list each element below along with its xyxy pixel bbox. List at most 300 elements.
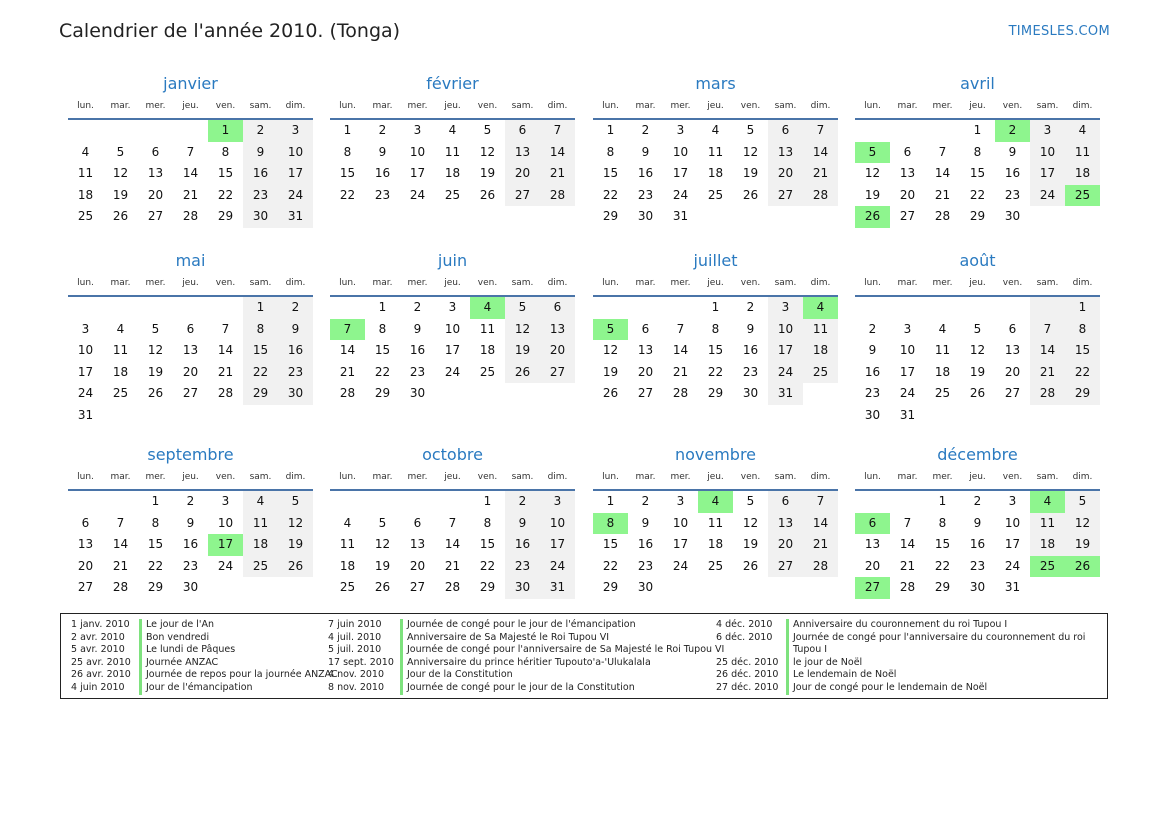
day-cell: 5 <box>855 142 890 164</box>
legend-entry <box>71 619 338 632</box>
legend-column <box>716 619 1085 695</box>
day-cell: 25 <box>479 364 496 379</box>
legend-entry <box>71 632 338 645</box>
day-cell: 16 <box>278 340 313 362</box>
day-cell: 17 <box>444 343 461 358</box>
day-cell: 25 <box>803 362 838 384</box>
day-cell: 24 <box>672 558 689 573</box>
weekday-label: mer. <box>145 278 166 288</box>
site-link[interactable]: TIMESLES.COM <box>1008 24 1110 39</box>
weekday-header <box>593 273 838 297</box>
day-cell: 27 <box>768 185 803 207</box>
empty-cell <box>68 297 103 319</box>
day-cell: 9 <box>505 513 540 535</box>
day-cell: 18 <box>479 343 496 358</box>
day-cell: 4 <box>343 515 352 530</box>
weekday-header <box>330 273 575 297</box>
day-cell: 30 <box>505 577 540 599</box>
day-cell: 30 <box>969 580 986 595</box>
day-cell: 24 <box>540 556 575 578</box>
day-cell: 9 <box>1008 144 1017 159</box>
weekday-label: mar. <box>372 278 393 288</box>
day-cell: 26 <box>742 558 759 573</box>
legend-entry <box>328 619 724 632</box>
day-grid <box>593 297 838 405</box>
month-name: septembre <box>147 445 234 464</box>
day-cell: 26 <box>855 206 890 228</box>
weekday-label: jeu. <box>182 101 199 111</box>
day-cell: 9 <box>378 144 387 159</box>
weekday-label: ven. <box>215 472 236 482</box>
day-cell: 9 <box>973 515 982 530</box>
day-cell: 10 <box>1030 142 1065 164</box>
day-cell: 31 <box>899 407 916 422</box>
weekday-label: mar. <box>372 101 393 111</box>
weekday-label: sam. <box>774 278 797 288</box>
day-cell: 20 <box>505 163 540 185</box>
day-cell: 12 <box>1065 513 1100 535</box>
weekday-label: ven. <box>740 278 761 288</box>
legend-date: 7 juin 2010 <box>328 619 382 630</box>
day-cell: 1 <box>973 123 982 137</box>
weekday-label: jeu. <box>707 472 724 482</box>
day-cell: 22 <box>707 364 724 379</box>
day-cell: 8 <box>378 321 387 336</box>
weekday-label: mer. <box>932 278 953 288</box>
day-cell: 17 <box>1004 537 1021 552</box>
weekday-label: lun. <box>864 101 881 111</box>
day-cell: 18 <box>1065 163 1100 185</box>
day-cell: 21 <box>112 558 129 573</box>
day-cell: 26 <box>1065 556 1100 578</box>
day-cell: 8 <box>243 319 278 341</box>
day-cell: 7 <box>1030 319 1065 341</box>
weekday-label: mer. <box>670 472 691 482</box>
weekday-label: dim. <box>810 101 831 111</box>
day-cell: 23 <box>278 362 313 384</box>
day-cell: 26 <box>147 386 164 401</box>
empty-cell <box>208 297 243 319</box>
month-name: mai <box>175 251 206 270</box>
empty-cell <box>1030 297 1065 319</box>
day-cell: 2 <box>641 494 650 508</box>
month-3 <box>855 72 1100 228</box>
day-cell: 2 <box>505 491 540 513</box>
day-cell: 22 <box>479 558 496 573</box>
day-cell: 5 <box>483 123 492 137</box>
day-cell: 16 <box>969 537 986 552</box>
day-cell: 8 <box>973 144 982 159</box>
weekday-header <box>68 96 313 120</box>
day-cell: 28 <box>899 580 916 595</box>
day-cell: 1 <box>1065 297 1100 319</box>
day-cell: 10 <box>1004 515 1021 530</box>
day-cell: 12 <box>505 319 540 341</box>
day-cell: 27 <box>855 577 890 599</box>
day-cell: 3 <box>676 494 685 508</box>
weekday-label: mar. <box>635 101 656 111</box>
day-cell: 2 <box>995 120 1030 142</box>
month-6 <box>593 249 838 405</box>
weekday-label: lun. <box>864 472 881 482</box>
day-cell: 18 <box>112 364 129 379</box>
day-cell: 13 <box>899 166 916 181</box>
day-cell: 7 <box>540 120 575 142</box>
day-cell: 12 <box>479 144 496 159</box>
day-cell: 8 <box>483 515 492 530</box>
day-cell: 19 <box>742 537 759 552</box>
empty-cell <box>365 491 400 513</box>
day-cell: 5 <box>505 297 540 319</box>
day-cell: 22 <box>602 187 619 202</box>
day-cell: 1 <box>343 123 352 137</box>
day-cell: 7 <box>803 491 838 513</box>
weekday-header <box>855 96 1100 120</box>
day-cell: 25 <box>444 187 461 202</box>
day-grid <box>68 491 313 599</box>
day-cell: 10 <box>672 515 689 530</box>
weekday-label: sam. <box>249 101 272 111</box>
day-cell: 10 <box>540 513 575 535</box>
legend-date: 4 nov. 2010 <box>328 669 384 681</box>
day-cell: 14 <box>672 343 689 358</box>
day-cell: 2 <box>868 321 877 336</box>
month-4 <box>68 249 313 427</box>
weekday-label: sam. <box>511 472 534 482</box>
legend-date <box>716 644 786 657</box>
month-11 <box>855 443 1100 599</box>
day-cell: 3 <box>768 297 803 319</box>
legend-text: Anniversaire du couronnement du roi Tupou I <box>786 619 1007 632</box>
day-cell: 1 <box>208 120 243 142</box>
day-cell: 27 <box>1004 386 1021 401</box>
day-cell: 4 <box>448 123 457 137</box>
day-cell: 25 <box>1065 185 1100 207</box>
month-5 <box>330 249 575 405</box>
legend-entry <box>71 657 338 670</box>
legend-entry <box>716 682 1085 695</box>
day-cell: 21 <box>540 163 575 185</box>
day-cell: 17 <box>540 534 575 556</box>
day-cell: 21 <box>217 364 234 379</box>
day-cell: 3 <box>221 494 230 508</box>
day-cell: 17 <box>77 364 94 379</box>
day-cell: 12 <box>374 537 391 552</box>
day-cell: 28 <box>112 580 129 595</box>
day-cell: 6 <box>768 491 803 513</box>
day-cell: 19 <box>864 187 881 202</box>
day-cell: 18 <box>339 558 356 573</box>
legend-text: Tupou I <box>786 644 827 657</box>
empty-cell <box>628 297 663 319</box>
day-cell: 3 <box>1030 120 1065 142</box>
weekday-header <box>68 467 313 491</box>
empty-cell <box>138 120 173 142</box>
day-cell: 14 <box>934 166 951 181</box>
day-grid <box>330 297 575 405</box>
day-cell: 29 <box>934 580 951 595</box>
empty-cell <box>925 297 960 319</box>
day-cell: 2 <box>641 123 650 137</box>
weekday-label: dim. <box>810 278 831 288</box>
day-cell: 25 <box>77 209 94 224</box>
legend-column <box>328 619 724 695</box>
weekday-label: ven. <box>1002 278 1023 288</box>
weekday-label: sam. <box>249 472 272 482</box>
day-cell: 13 <box>505 142 540 164</box>
day-cell: 9 <box>641 144 650 159</box>
day-cell: 31 <box>672 209 689 224</box>
weekday-label: ven. <box>477 472 498 482</box>
day-cell: 2 <box>378 123 387 137</box>
legend-entry <box>71 644 338 657</box>
day-cell: 31 <box>768 383 803 405</box>
day-cell: 17 <box>899 364 916 379</box>
day-cell: 24 <box>444 364 461 379</box>
day-cell: 20 <box>637 364 654 379</box>
day-cell: 27 <box>182 386 199 401</box>
day-cell: 10 <box>444 321 461 336</box>
weekday-label: mar. <box>110 101 131 111</box>
month-name: mars <box>695 74 736 93</box>
weekday-label: mar. <box>372 472 393 482</box>
day-cell: 9 <box>641 515 650 530</box>
day-cell: 6 <box>413 515 422 530</box>
weekday-label: jeu. <box>969 472 986 482</box>
day-cell: 26 <box>112 209 129 224</box>
legend-column <box>71 619 338 695</box>
weekday-label: ven. <box>740 472 761 482</box>
day-grid <box>330 491 575 599</box>
day-cell: 13 <box>182 343 199 358</box>
day-cell: 14 <box>217 343 234 358</box>
month-name: février <box>426 74 479 93</box>
weekday-header <box>68 273 313 297</box>
day-cell: 15 <box>147 537 164 552</box>
empty-cell <box>103 297 138 319</box>
month-10 <box>593 443 838 599</box>
legend-date: 8 nov. 2010 <box>328 681 384 693</box>
day-cell: 28 <box>672 386 689 401</box>
weekday-label: mer. <box>407 472 428 482</box>
weekday-label: lun. <box>602 101 619 111</box>
day-cell: 19 <box>278 534 313 556</box>
day-cell: 21 <box>803 534 838 556</box>
day-cell: 3 <box>1008 494 1017 508</box>
day-cell: 11 <box>1030 513 1065 535</box>
day-cell: 21 <box>444 558 461 573</box>
day-cell: 15 <box>707 343 724 358</box>
day-cell: 10 <box>899 343 916 358</box>
day-cell: 27 <box>768 556 803 578</box>
day-cell: 2 <box>243 120 278 142</box>
legend-date: 4 juil. 2010 <box>328 631 382 643</box>
legend-date: 26 avr. 2010 <box>71 669 131 681</box>
day-cell: 29 <box>243 383 278 405</box>
day-cell: 14 <box>182 166 199 181</box>
day-cell: 7 <box>448 515 457 530</box>
day-cell: 15 <box>602 537 619 552</box>
day-cell: 14 <box>112 537 129 552</box>
weekday-label: mar. <box>897 101 918 111</box>
weekday-label: lun. <box>339 101 356 111</box>
weekday-label: mer. <box>932 101 953 111</box>
day-cell: 28 <box>182 209 199 224</box>
month-0 <box>68 72 313 228</box>
weekday-label: ven. <box>477 278 498 288</box>
day-cell: 20 <box>899 187 916 202</box>
weekday-label: sam. <box>1036 278 1059 288</box>
day-cell: 28 <box>540 185 575 207</box>
day-cell: 14 <box>1030 340 1065 362</box>
day-cell: 3 <box>413 123 422 137</box>
weekday-label: ven. <box>215 101 236 111</box>
day-cell: 23 <box>374 187 391 202</box>
weekday-label: mer. <box>670 101 691 111</box>
day-cell: 15 <box>934 537 951 552</box>
weekday-label: dim. <box>1072 101 1093 111</box>
day-cell: 4 <box>711 123 720 137</box>
day-cell: 27 <box>77 580 94 595</box>
day-cell: 22 <box>1065 362 1100 384</box>
day-cell: 7 <box>903 515 912 530</box>
day-cell: 25 <box>934 386 951 401</box>
legend-entry <box>71 669 338 682</box>
day-grid <box>593 120 838 228</box>
day-cell: 12 <box>742 144 759 159</box>
day-cell: 15 <box>374 343 391 358</box>
day-cell: 20 <box>768 163 803 185</box>
empty-cell <box>890 297 925 319</box>
day-cell: 19 <box>602 364 619 379</box>
day-cell: 23 <box>864 386 881 401</box>
day-cell: 19 <box>505 340 540 362</box>
empty-cell <box>173 297 208 319</box>
day-cell: 13 <box>147 166 164 181</box>
day-cell: 1 <box>606 123 615 137</box>
day-cell: 20 <box>768 534 803 556</box>
day-cell: 3 <box>676 123 685 137</box>
day-cell: 3 <box>278 120 313 142</box>
legend-entry <box>716 657 1085 670</box>
day-cell: 31 <box>1004 580 1021 595</box>
day-cell: 22 <box>147 558 164 573</box>
day-cell: 11 <box>707 144 724 159</box>
day-cell: 11 <box>77 166 94 181</box>
day-cell: 25 <box>707 558 724 573</box>
day-grid <box>855 491 1100 599</box>
day-cell: 12 <box>602 343 619 358</box>
empty-cell <box>435 491 470 513</box>
weekday-label: lun. <box>77 472 94 482</box>
day-cell: 27 <box>899 209 916 224</box>
day-cell: 24 <box>899 386 916 401</box>
day-cell: 24 <box>672 187 689 202</box>
month-name: juillet <box>693 251 738 270</box>
day-cell: 16 <box>742 343 759 358</box>
day-cell: 8 <box>343 144 352 159</box>
weekday-label: dim. <box>547 278 568 288</box>
month-name: octobre <box>422 445 483 464</box>
day-cell: 17 <box>278 163 313 185</box>
day-cell: 15 <box>602 166 619 181</box>
day-cell: 10 <box>672 144 689 159</box>
weekday-label: mar. <box>897 278 918 288</box>
day-cell: 30 <box>637 580 654 595</box>
day-cell: 21 <box>934 187 951 202</box>
day-cell: 23 <box>409 364 426 379</box>
legend-date: 4 juin 2010 <box>71 681 125 693</box>
day-grid <box>330 120 575 206</box>
day-cell: 4 <box>116 321 125 336</box>
day-cell: 11 <box>707 515 724 530</box>
day-cell: 15 <box>479 537 496 552</box>
day-cell: 14 <box>540 142 575 164</box>
day-cell: 30 <box>742 386 759 401</box>
day-cell: 24 <box>1004 558 1021 573</box>
day-cell: 30 <box>243 206 278 228</box>
day-cell: 30 <box>1004 209 1021 224</box>
day-cell: 10 <box>409 144 426 159</box>
day-cell: 6 <box>505 120 540 142</box>
day-cell: 29 <box>479 580 496 595</box>
day-cell: 22 <box>934 558 951 573</box>
day-cell: 11 <box>112 343 129 358</box>
day-grid <box>68 297 313 427</box>
day-cell: 18 <box>707 537 724 552</box>
day-cell: 24 <box>278 185 313 207</box>
day-cell: 5 <box>116 144 125 159</box>
weekday-label: mer. <box>145 472 166 482</box>
day-cell: 6 <box>151 144 160 159</box>
day-cell: 3 <box>540 491 575 513</box>
day-cell: 16 <box>637 166 654 181</box>
month-name: juin <box>437 251 468 270</box>
weekday-header <box>330 96 575 120</box>
day-cell: 20 <box>182 364 199 379</box>
weekday-label: mar. <box>635 278 656 288</box>
day-cell: 11 <box>339 537 356 552</box>
day-cell: 6 <box>641 321 650 336</box>
day-cell: 9 <box>243 142 278 164</box>
day-cell: 12 <box>278 513 313 535</box>
day-cell: 4 <box>81 144 90 159</box>
day-cell: 1 <box>938 494 947 508</box>
day-cell: 5 <box>1065 491 1100 513</box>
day-grid <box>68 120 313 228</box>
legend-text: Journée de congé pour le jour de la Constitution <box>400 682 635 695</box>
month-9 <box>330 443 575 599</box>
day-cell: 16 <box>864 364 881 379</box>
legend-text: Journée de congé pour le jour de l'émancipation <box>400 619 636 632</box>
empty-cell <box>68 120 103 142</box>
day-grid <box>855 120 1100 228</box>
day-cell: 22 <box>243 362 278 384</box>
day-cell: 8 <box>606 144 615 159</box>
day-cell: 14 <box>444 537 461 552</box>
weekday-label: ven. <box>215 278 236 288</box>
day-cell: 8 <box>711 321 720 336</box>
empty-cell <box>400 491 435 513</box>
day-cell: 20 <box>409 558 426 573</box>
weekday-label: dim. <box>547 101 568 111</box>
day-cell: 30 <box>182 580 199 595</box>
day-cell: 25 <box>243 556 278 578</box>
day-cell: 2 <box>186 494 195 508</box>
day-cell: 10 <box>278 142 313 164</box>
empty-cell <box>330 491 365 513</box>
day-cell: 8 <box>151 515 160 530</box>
